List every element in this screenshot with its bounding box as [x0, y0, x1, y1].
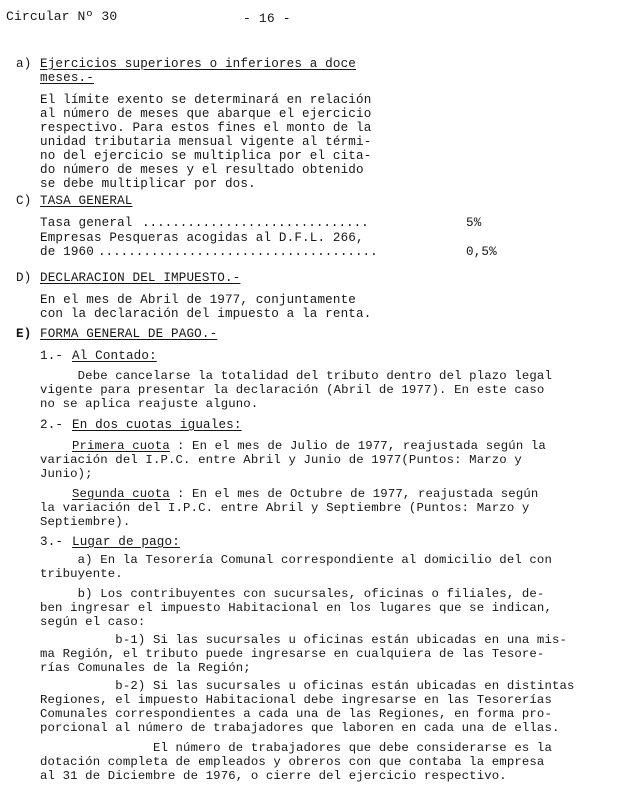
primera-cuota-text-line3: Junio);	[40, 467, 93, 481]
item2-number: 2.-	[40, 418, 64, 432]
tasa-general-value: 5%	[466, 216, 482, 230]
segunda-cuota-text-line1: : En el mes de Octubre de 1977, reajustada según	[177, 487, 539, 501]
item1-body-line: Debe cancelarse la totalidad del tributo dentro del plazo legal	[40, 369, 552, 383]
section-a-title-line1: Ejercicios superiores o inferiores a doce	[40, 57, 357, 71]
item3-a-line: a) En la Tesorería Comunal correspondiente al domicilio del con	[40, 553, 552, 567]
item2-title: En dos cuotas iguales:	[72, 418, 242, 432]
section-a-marker: a)	[16, 57, 32, 71]
empresas-pesqueras-value: 0,5%	[466, 245, 497, 259]
empresas-pesqueras-leader: .....................................	[98, 245, 378, 259]
primera-cuota-text-line2: variación del I.P.C. entre Abril y Junio de 1977(Puntos: Marzo y	[40, 453, 522, 467]
item3-number: 3.-	[40, 535, 64, 549]
item1-title: Al Contado:	[72, 349, 157, 363]
item3-b2-line: porcional al número de trabajadores que laboren en cada una de ellas.	[40, 721, 560, 735]
section-d-body-line: con la declaración del impuesto a la renta.	[40, 307, 372, 321]
section-c-title: TASA GENERAL	[40, 194, 133, 208]
item1-body-line: vigente para presentar la declaración (Abril de 1977). En este caso	[40, 383, 545, 397]
item3-b-line: según el caso:	[40, 615, 146, 629]
section-a-body-line: unidad tributaria mensual vigente al térmi-	[40, 135, 372, 149]
item3-b-line: ben ingresar el impuesto Habitacional en los lugares que se indican,	[40, 601, 552, 615]
section-d-marker: D)	[16, 271, 32, 285]
empresas-pesqueras-label-line1: Empresas Pesqueras acogidas al D.F.L. 266,	[40, 231, 364, 245]
section-d-title: DECLARACION DEL IMPUESTO.-	[40, 271, 241, 285]
section-e-marker: E)	[16, 327, 32, 341]
item3-a-line: tribuyente.	[40, 567, 123, 581]
section-a-body-line: respectivo. Para estos fines el monto de la	[40, 121, 372, 135]
section-a-body-line: no del ejercicio se multiplica por el cita-	[40, 149, 372, 163]
closing-line: El número de trabajadores que debe considerarse es la	[40, 741, 552, 755]
item3-b-line: b) Los contribuyentes con sucursales, oficinas o filiales, de-	[40, 587, 545, 601]
item3-title: Lugar de pago:	[72, 535, 180, 549]
item3-b1-line: b-1) Si las sucursales u oficinas están ubicadas en una mis-	[40, 633, 568, 647]
section-c-marker: C)	[16, 194, 32, 208]
item1-body-line: no se aplica reajuste alguno.	[40, 397, 259, 411]
tasa-general-leader: ..............................	[142, 216, 369, 230]
section-a-body-line: do número de meses y el resultado obtenido	[40, 163, 364, 177]
segunda-cuota-text-line2: la variación del I.P.C. entre Abril y Septiembre (Puntos: Marzo y	[40, 501, 530, 515]
section-a-body-line: se debe multiplicar por dos.	[40, 177, 256, 191]
section-a-body-line: al número de meses que abarque el ejercicio	[40, 107, 372, 121]
section-d-body-line: En el mes de Abril de 1977, conjuntamente	[40, 293, 357, 307]
item3-b1-line: ma Región, el tributo puede ingresarse en cualquiera de las Tesore-	[40, 647, 545, 661]
item3-b2-line: Regiones, el impuesto Habitacional debe ingresarse en las Tesorerías	[40, 693, 552, 707]
segunda-cuota-text-line3: Septiembre).	[40, 515, 131, 529]
item3-b2-line: b-2) Si las sucursales u oficinas están ubicadas en distintas	[40, 679, 575, 693]
primera-cuota-text-line1: : En el mes de Julio de 1977, reajustada según la	[177, 439, 546, 453]
closing-line: al 31 de Diciembre de 1976, o cierre del ejercicio respectivo.	[40, 769, 507, 783]
closing-line: dotación completa de empleados y obreros con que contaba la empresa	[40, 755, 545, 769]
item3-b1-line: rías Comunales de la Región;	[40, 661, 251, 675]
section-a-body-line: El límite exento se determinará en relación	[40, 93, 372, 107]
section-a-title-line2: meses.-	[40, 71, 94, 85]
page-number: - 16 -	[243, 11, 291, 26]
section-e-title: FORMA GENERAL DE PAGO.-	[40, 327, 218, 341]
item1-number: 1.-	[40, 349, 64, 363]
empresas-pesqueras-label-line2: de 1960	[40, 245, 94, 259]
segunda-cuota-label: Segunda cuota	[72, 487, 170, 501]
primera-cuota-label: Primera cuota	[72, 439, 170, 453]
tasa-general-label: Tasa general	[40, 216, 133, 230]
item3-b2-line: Comunales correspondientes a cada una de las Regiones, en forma pro-	[40, 707, 552, 721]
circular-number: Circular Nº 30	[6, 9, 118, 24]
